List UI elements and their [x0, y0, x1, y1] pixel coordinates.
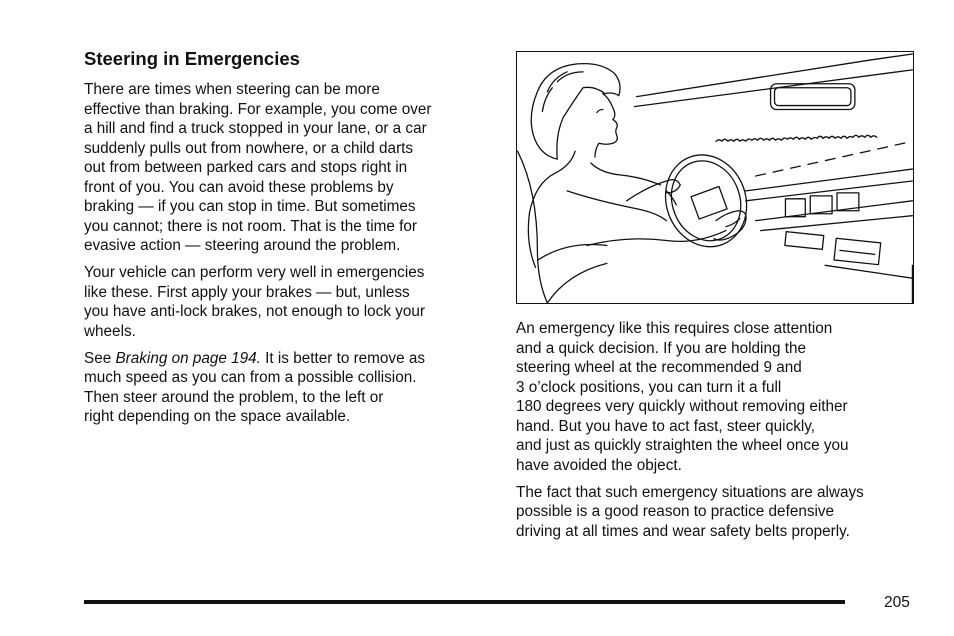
text-line: The fact that such emergency situations are always [516, 483, 864, 501]
text-line: out from between parked cars and stops right in [84, 159, 408, 176]
text-line: you have anti-lock brakes, not enough to lock your [84, 303, 425, 320]
text-line: wheels. [84, 322, 136, 340]
paragraph-braking-reference [84, 349, 494, 427]
text-line: 180 degrees very quickly without removing either [516, 398, 848, 415]
text-line: right depending on the space available. [84, 408, 351, 425]
text-line: steering wheel at the recommended 9 and [516, 359, 802, 376]
text-line: front of you. You can avoid these problems by [84, 178, 394, 196]
text-line: much speed as you can from a possible collision. [84, 369, 417, 386]
text-line: suddenly pulls out from nowhere, or a child darts [84, 139, 414, 157]
text-line: possible is a good reason to practice defensive [516, 503, 835, 520]
paragraph-quick-decision [516, 319, 916, 475]
text-line: driving at all times and wear safety belts properly. [516, 522, 850, 540]
text-line: and a quick decision. If you are holding the [516, 339, 806, 357]
text-line: An emergency like this requires close attention [516, 320, 833, 337]
text-line: hand. But you have to act fast, steer quickly, [516, 417, 816, 435]
paragraph-defensive-driving [516, 483, 916, 542]
text-line: There are times when steering can be more [84, 81, 380, 98]
left-column [84, 80, 494, 434]
footer-rule [84, 600, 845, 604]
right-column [516, 319, 916, 549]
page-number: 205 [884, 594, 910, 611]
text-line: evasive action — steering around the problem. [84, 237, 401, 254]
driver-steering-illustration [516, 51, 914, 304]
text-line: Then steer around the problem, to the left or [84, 388, 384, 406]
text-line: a hill and find a truck stopped in your lane, or a car [84, 120, 427, 137]
text-line: like these. First apply your brakes — but, unless [84, 283, 410, 301]
paragraph-steering-vs-braking [84, 80, 494, 256]
text-line: 3 o’clock positions, you can turn it a full [516, 378, 782, 396]
see-text: See [84, 349, 116, 367]
section-heading: Steering in Emergencies [84, 48, 300, 69]
paragraph-vehicle-performance [84, 263, 494, 341]
text-line: braking — if you can stop in time. But sometimes [84, 198, 416, 215]
text-line: you cannot; there is not room. That is the time for [84, 217, 418, 235]
text-line: effective than braking. For example, you come over [84, 100, 432, 118]
see-rest-text: It is better to remove as [260, 349, 425, 367]
braking-page-link[interactable]: Braking on page 194. [115, 349, 261, 367]
text-line [84, 349, 494, 369]
text-line: and just as quickly straighten the wheel once you [516, 437, 849, 454]
text-line: Your vehicle can perform very well in emergencies [84, 264, 425, 281]
text-line: have avoided the object. [516, 456, 682, 474]
